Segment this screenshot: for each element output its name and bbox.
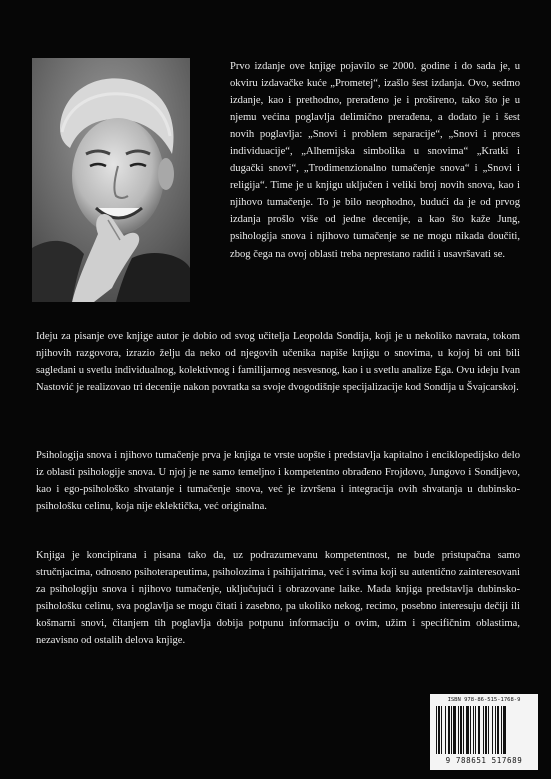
body-paragraph-audience: Knjiga je koncipirana i pisana tako da, uz podrazumevanu kompetentnost, ne bude pristupačna samo stručnjacima, odnosno psihoterapeutima, psiholozima i psihijatrima, već i svima koji su autentično zainteresovani za psihologiju snova i njihovo tumačenje, uključujući i obrazovane laike. Mada knjiga predstavlja dubinsko-psihološku celinu, sva poglavlja se mogu čitati i zasebno, pa ukoliko nekog, recimo, posebno interesuju dečiji ili košmarni snovi, čitanjem tih poglavlja dobija potpunu informaciju o ovim, užim i specifičnim oblastima, nezavisno od ostalih delova knjige. <box>36 550 520 646</box>
barcode-bar <box>458 706 459 754</box>
barcode-bar <box>495 706 496 754</box>
barcode-bar <box>473 706 474 754</box>
barcode-bar <box>501 706 502 754</box>
isbn-digits: 9 788651 517689 <box>445 756 523 765</box>
barcode-bar <box>503 706 506 754</box>
body-paragraph-origin: Ideju za pisanje ove knjige autor je dobio od svog učitelja Leopolda Sondija, koji je u nekoliko navrata, tokom njihovih razgovora, izrazio želju da neko od njegovih učenika napiše knjigu o snovima, u kojoj bi oni bili sagledani u svetlu individualnog, kolektivnog i familijarnog nesvesnog, kao i u svetlu analize Ega. Ovu ideju Ivan Nastović je realizovao tri decenije nakon povratka sa svoje dvogodišnje specijalizacije kod Sondija u Švajcarskoj. <box>36 331 520 393</box>
barcode-bar <box>436 706 437 754</box>
barcode-bar <box>466 706 469 754</box>
barcode-bar <box>483 706 484 754</box>
barcode-bar <box>438 706 440 754</box>
barcode-bar <box>497 706 499 754</box>
barcode-bar <box>488 706 489 754</box>
isbn-barcode <box>430 694 538 770</box>
isbn-label: ISBN 978-86-515-1768-9 <box>447 697 521 703</box>
barcode-bar <box>475 706 476 754</box>
barcode-bar <box>492 706 493 754</box>
barcode-bar <box>463 706 464 754</box>
barcode-bars <box>436 706 532 754</box>
barcode-bar <box>478 706 480 754</box>
barcode-bar <box>470 706 471 754</box>
author-portrait-image <box>32 58 190 302</box>
barcode-bar <box>445 706 446 754</box>
barcode-bar <box>441 706 442 754</box>
barcode-bar <box>453 706 456 754</box>
author-photo <box>32 58 190 302</box>
barcode-bar <box>448 706 450 754</box>
barcode-bar <box>460 706 462 754</box>
barcode-bar <box>451 706 452 754</box>
barcode-bar <box>485 706 487 754</box>
body-paragraph-significance: Psihologija snova i njihovo tumačenje prva je knjiga te vrste uopšte i predstavlja kapitalno i enciklopedijsko delo iz oblasti psihologije snova. U njoj je ne samo temeljno i kompetentno obrađeno Frojdovo, Jungovo i Sondijevo, kao i ego-psihološko shvatanje i tumačenje snova, već je izvršena i integracija ovih shvatanja u dubinsko-psihološku celinu, koja nije eklektička, već originalna. <box>36 450 520 512</box>
intro-paragraph: Prvo izdanje ove knjige pojavilo se 2000. godine i do sada je, u okviru izdavačke kuće „Prometej“, izašlo šest izdanja. Ovo, sedmo izdanje, kao i prethodno, prerađeno je i prošireno, tako što je u njemu većina poglavlja delimično prerađena, a dodato je i šest novih poglavlja: „Snovi i problem separacije“, „Snovi i proces individuacije“, „Alhemijska simbolika u snovima“ „Kratki i dugački snovi“, „Trodimenzionalno tumačenje snova“ i „Snovi i religija“. Time je u knjigu uključen i veliki broj novih snova, kao i njihovo tumačenje. To je bilo neophodno, budući da je od prvog izdanja prošlo više od jedne decenije, a kao što kaže Jung, psihologija snova i njihovo tumačenje se ne mogu nikada doučiti, zbog čega na ovoj oblasti treba neprestano raditi i usavršavati se. <box>230 61 520 260</box>
